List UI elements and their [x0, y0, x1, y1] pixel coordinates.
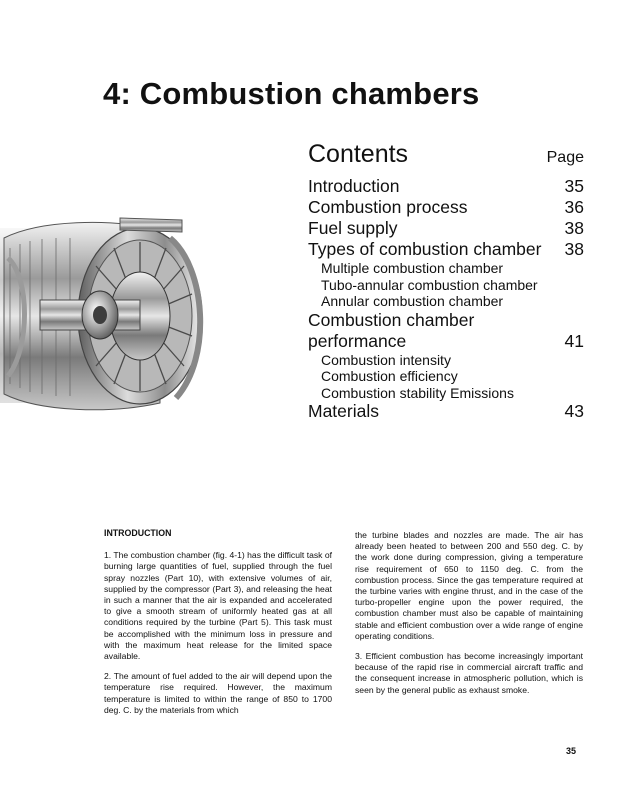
- toc-subentry: Combustion stability Emissions: [321, 384, 514, 401]
- body-paragraph: the turbine blades and nozzles are made. The air has already been heated to between 200 and 550 deg. C. by the work done during compression, giving a temperature rise requirement of 650 to 1150 deg. C. from the combustion process. Since the gas temperature required at the turbine varies with engine thrust, and in the case of the turbo-propeller engine upon the power required, the combustion chamber must also be capable of maintaining stable and efficient combustion over a wide range of engine operating conditions.: [355, 530, 583, 641]
- chapter-title: 4: Combustion chambers: [103, 76, 480, 111]
- toc-entry-page: 41: [564, 330, 584, 351]
- toc-subentry: Combustion efficiency: [321, 368, 458, 384]
- body-paragraph: 2. The amount of fuel added to the air will depend upon the temperature rise required. However, the maximum temperature is limited to within the range of 850 to 1700 deg. C. by the materials from which: [104, 671, 332, 715]
- toc-entry-page: 38: [564, 218, 584, 238]
- page-number: 35: [566, 746, 577, 756]
- toc-entry-title: Combustion process: [308, 197, 468, 217]
- toc-entry: [308, 176, 584, 197]
- toc-entry-title: Materials: [308, 401, 379, 421]
- contents-header: [308, 140, 584, 172]
- toc-entry: [308, 401, 584, 422]
- toc-entry-page: 35: [564, 176, 584, 196]
- body-column-left: [104, 528, 332, 725]
- toc-subentry: Multiple combustion chamber: [321, 260, 504, 276]
- toc-entry: [308, 218, 584, 239]
- engine-cutaway-illustration: [0, 208, 218, 423]
- toc-subentry: Annular combustion chamber: [321, 293, 504, 309]
- toc-entry: [308, 197, 584, 218]
- toc-subentry: Tubo-annular combustion chamber: [321, 276, 538, 293]
- toc-entry: [308, 310, 584, 331]
- toc-subentry: Combustion intensity: [321, 351, 451, 368]
- toc-entry-title: Types of combustion chamber: [308, 239, 542, 259]
- body-column-right: [355, 530, 583, 705]
- toc-entry-page: 36: [564, 197, 584, 217]
- body-paragraph: 3. Efficient combustion has become increasingly important because of the rapid rise in commercial aircraft traffic and the consequent increase in atmospheric pollution, which is seen by the general public as exhaust smoke.: [355, 651, 583, 695]
- contents-page-heading: Page: [546, 149, 584, 166]
- table-of-contents: [308, 140, 584, 422]
- section-heading: INTRODUCTION: [104, 528, 172, 538]
- body-paragraph: 1. The combustion chamber (fig. 4-1) has the difficult task of burning large quantities of fuel, supplied through the fuel spray nozzles (Part 10), with extensive volumes of air, supplied by the compressor (Part 3), and releasing the heat in such a manner that the air is expanded and accelerated to give a smooth stream of uniformly heated gas at all conditions required by the turbine (Part 5). This task must be accomplished with the minimum loss in pressure and with the maximum heat release for the limited space available.: [104, 550, 333, 662]
- toc-entry-title: Combustion chamber: [308, 309, 475, 330]
- toc-entry: [308, 331, 584, 352]
- toc-entry: [308, 239, 584, 260]
- toc-entry-page: 43: [564, 401, 584, 421]
- toc-entry-title: Introduction: [308, 176, 400, 196]
- contents-heading: Contents: [308, 140, 409, 168]
- toc-entry-title: Fuel supply: [308, 218, 398, 238]
- toc-entry-title: performance: [308, 330, 407, 351]
- toc-entry-page: 38: [564, 239, 584, 259]
